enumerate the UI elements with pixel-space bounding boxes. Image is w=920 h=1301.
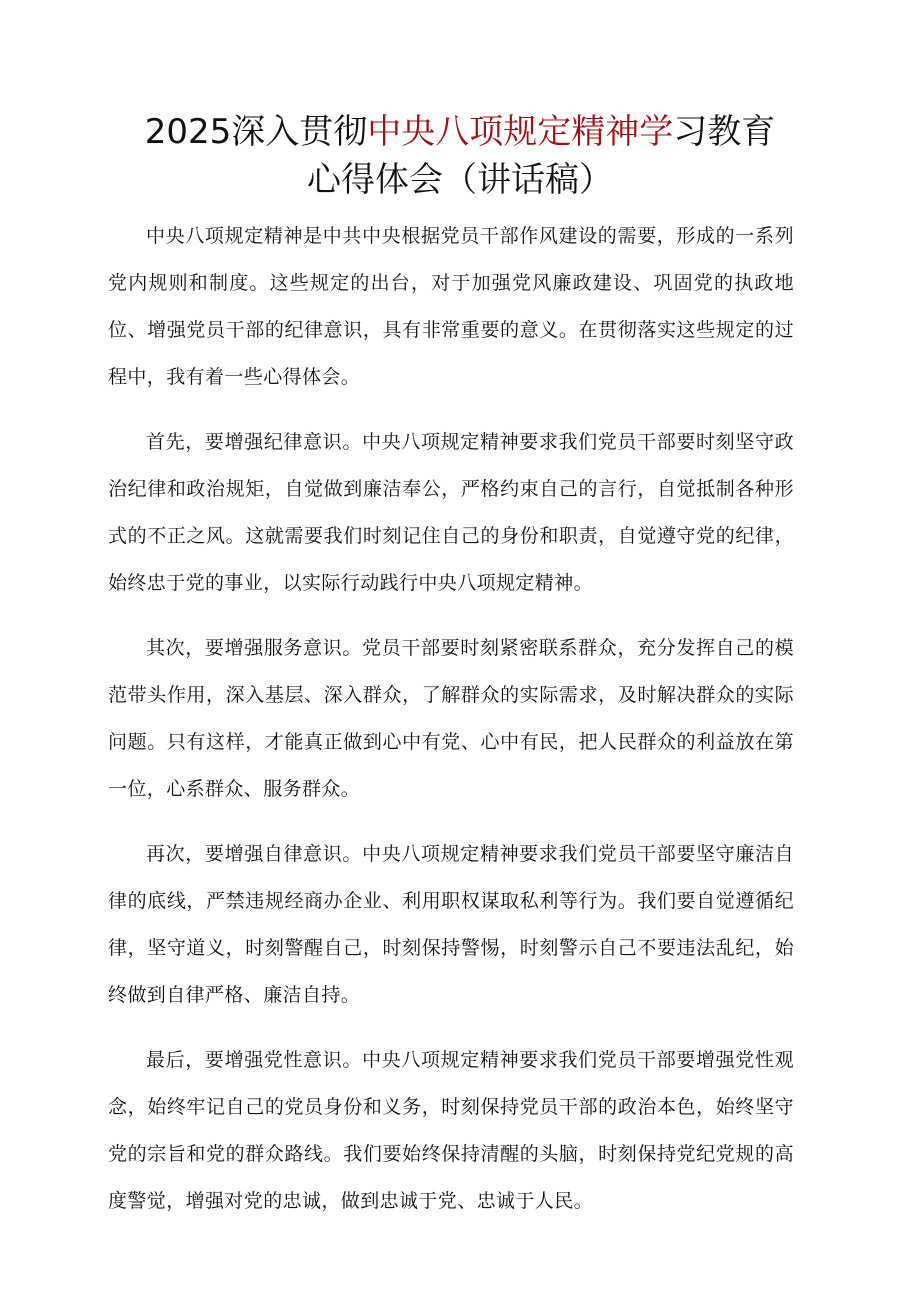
title-part-1: 2025深入贯彻	[144, 112, 368, 152]
paragraph-intro: 中央八项规定精神是中共中央根据党员干部作风建设的需要，形成的一系列党内规则和制度。这些规定的出台，对于加强党风廉政建设、巩固党的执政地位、增强党员干部的纪律意识，具有非常重要的意义。在贯彻落实这些规定的过程中，我有着一些心得体会。	[108, 225, 794, 388]
paragraph-discipline: 首先，要增强纪律意识。中央八项规定精神要求我们党员干部要时刻坚守政治纪律和政治规矩，自觉做到廉洁奉公，严格约束自己的言行，自觉抵制各种形式的不正之风。这就需要我们时刻记住自己的身份和职责，自觉遵守党的纪律，始终忠于党的事业，以实际行动践行中央八项规定精神。	[108, 431, 794, 594]
paragraph-party-spirit: 最后，要增强党性意识。中央八项规定精神要求我们党员干部要增强党性观念，始终牢记自己的党员身份和义务，时刻保持党员干部的政治本色，始终坚守党的宗旨和党的群众路线。我们要始终保持清醒的头脑，时刻保持党纪党规的高度警觉，增强对党的忠诚，做到忠诚于党、忠诚于人民。	[108, 1049, 794, 1212]
title-highlight: 中央八项规定精神学	[367, 112, 674, 152]
title-line-2: 心得体会（讲话稿）	[307, 160, 613, 200]
document-body	[108, 213, 794, 1243]
title-part-2: 习教育	[673, 112, 776, 152]
document-title	[100, 108, 820, 204]
paragraph-self-discipline: 再次，要增强自律意识。中央八项规定精神要求我们党员干部要坚守廉洁自律的底线，严禁违规经商办企业、利用职权谋取私利等行为。我们要自觉遵循纪律，坚守道义，时刻警醒自己，时刻保持警惕，时刻警示自己不要违法乱纪，始终做到自律严格、廉洁自持。	[108, 843, 794, 1006]
paragraph-service: 其次，要增强服务意识。党员干部要时刻紧密联系群众，充分发挥自己的模范带头作用，深入基层、深入群众，了解群众的实际需求，及时解决群众的实际问题。只有这样，才能真正做到心中有党、心中有民，把人民群众的利益放在第一位，心系群众、服务群众。	[108, 637, 794, 800]
